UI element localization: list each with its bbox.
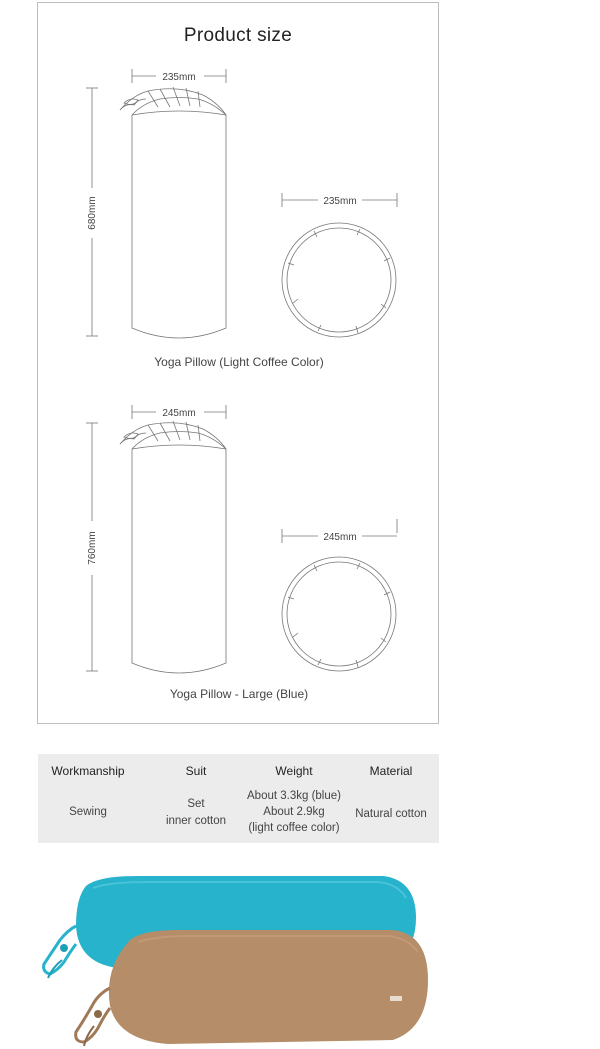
pillow-1-side-view bbox=[120, 87, 226, 338]
spec-col-weight bbox=[238, 754, 350, 843]
spec-value-suit-1: Set bbox=[187, 798, 205, 810]
spec-col-suit bbox=[146, 754, 246, 843]
coffee-pillow bbox=[76, 930, 428, 1046]
label-tag-icon bbox=[390, 996, 402, 1001]
spec-col-workmanship bbox=[38, 754, 138, 843]
spec-header: Workmanship bbox=[51, 764, 125, 778]
pillow-1-length-label: 680mm bbox=[87, 196, 98, 230]
spec-table bbox=[38, 754, 439, 843]
pillow-1-diameter-label: 235mm bbox=[323, 196, 357, 207]
pillow-1-caption: Yoga Pillow (Light Coffee Color) bbox=[154, 355, 324, 369]
spec-value-weight-1: About 3.3kg (blue) bbox=[247, 790, 341, 802]
pillow-2-caption: Yoga Pillow - Large (Blue) bbox=[169, 687, 309, 701]
spec-value-material: Natural cotton bbox=[355, 808, 427, 820]
pillow-1-width-label: 235mm bbox=[162, 72, 196, 83]
spec-col-material bbox=[343, 754, 439, 843]
pillow-2-length-label: 760mm bbox=[87, 531, 98, 565]
pillow-2-width-label: 245mm bbox=[162, 408, 196, 419]
spec-value-workmanship: Sewing bbox=[69, 806, 107, 818]
product-size-panel bbox=[37, 2, 439, 724]
page-title: Product size bbox=[183, 25, 293, 46]
spec-value-suit-2: inner cotton bbox=[165, 815, 227, 827]
spec-header: Material bbox=[369, 764, 413, 778]
product-photo bbox=[38, 868, 438, 1048]
spec-header: Suit bbox=[185, 764, 207, 778]
pillow-2-side-view bbox=[120, 421, 226, 673]
spec-value-weight-2: About 2.9kg bbox=[263, 806, 325, 818]
pillow-2-diameter-label: 245mm bbox=[323, 532, 357, 543]
pillow-1-end-view bbox=[282, 193, 397, 337]
spec-value-weight-3: (light coffee color) bbox=[248, 822, 340, 834]
spec-header: Weight bbox=[275, 764, 313, 778]
